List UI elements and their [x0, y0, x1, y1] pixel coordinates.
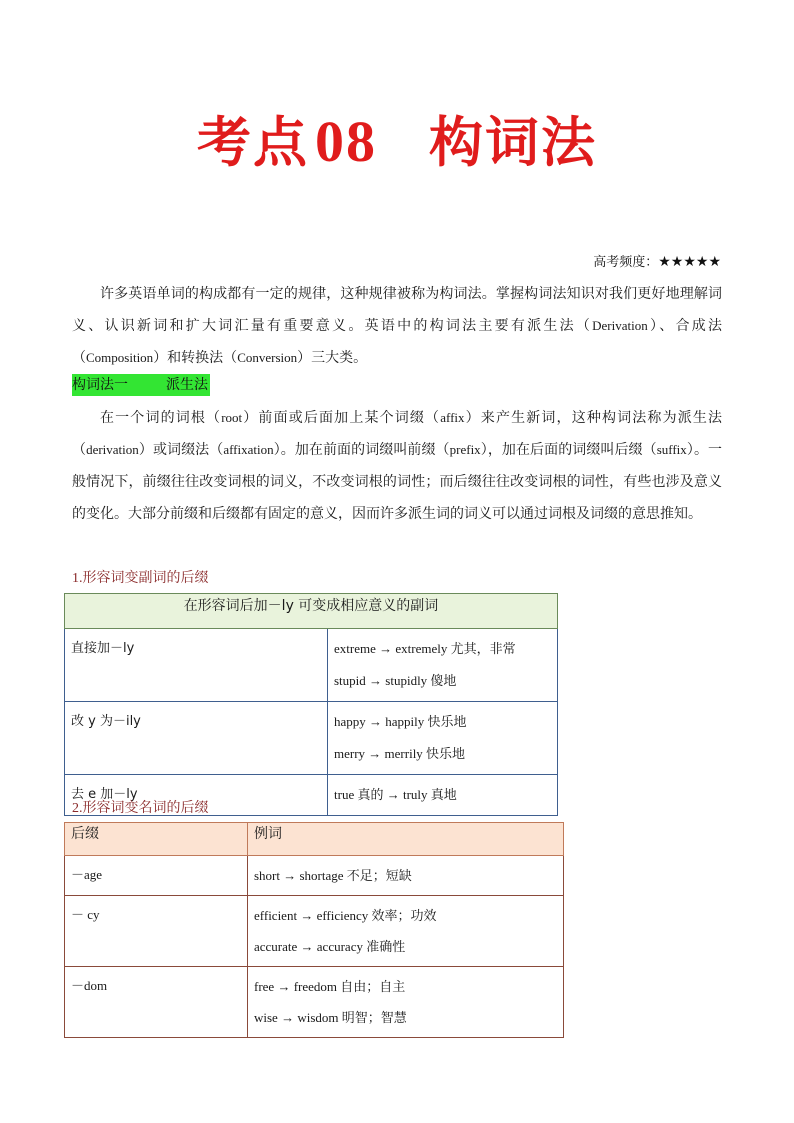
table-row: [65, 629, 558, 702]
frequency-rating: [593, 251, 721, 270]
star-rating-icon: ★★★★★: [658, 254, 721, 270]
table-row: [65, 967, 564, 1038]
title-name: 构词法: [429, 110, 597, 174]
table-row: [65, 856, 564, 896]
rule-cell: 改 y 为－ily: [65, 702, 328, 775]
table-row: [65, 702, 558, 775]
table1-header: 在形容词后加－ly 可变成相应意义的副词: [65, 594, 558, 629]
title-prefix: 考点: [197, 110, 309, 174]
intro-paragraph: 许多英语单词的构成都有一定的规律，这种规律被称为构词法。掌握构词法知识对我们更好地理解词义、认识新词和扩大词汇量有重要意义。英语中的构词法主要有派生法（Derivation）、合成法（Composition）和转换法（Conversion）三大类。: [72, 286, 723, 366]
example-cell: efficient → efficiency 效率；功效 accurate → accuracy 准确性: [248, 896, 564, 967]
example-cell: short → shortage 不足；短缺: [248, 856, 564, 896]
subheading-adj-to-noun: 2.形容词变名词的后缀: [72, 800, 209, 816]
example-cell: extreme → extremely 尤其，非常 stupid → stupidly 傻地: [328, 629, 558, 702]
subheading-adj-to-adv: 1.形容词变副词的后缀: [72, 570, 209, 586]
derivation-paragraph: 在一个词的词根（root）前面或后面加上某个词缀（affix）来产生新词，这种构词法称为派生法（derivation）或词缀法（affixation）。加在前面的词缀叫前缀（prefix），加在后面的词缀叫后缀（suffix）。一般情况下，前缀往往改变词根的词义，不改变词根的词性；而后缀往往改变词根的词性，有些也涉及意义的变化。大部分前缀和后缀都有固定的意义，因而许多派生词的词义可以通过词根及词缀的意思推知。: [72, 410, 723, 522]
suffix-cell: －dom: [65, 967, 248, 1038]
example-cell: free → freedom 自由；自主 wise → wisdom 明智；智慧: [248, 967, 564, 1038]
section-heading-derivation: 构词法一 派生法: [72, 374, 210, 396]
example-cell: happy → happily 快乐地 merry → merrily 快乐地: [328, 702, 558, 775]
table-adj-to-adv-suffix: [64, 593, 558, 816]
page-title: [0, 100, 794, 177]
rule-cell: 直接加－ly: [65, 629, 328, 702]
frequency-label: 高考频度：: [593, 255, 659, 270]
rule-cell: 去 e 加－ly: [65, 775, 328, 816]
table-adj-to-noun-suffix: [64, 822, 564, 1038]
title-number: 08: [315, 109, 377, 174]
table-row: [65, 896, 564, 967]
table2-header-example: 例词: [248, 823, 564, 856]
suffix-cell: －age: [65, 856, 248, 896]
table2-header-suffix: 后缀: [65, 823, 248, 856]
example-cell: true 真的 → truly 真地: [328, 775, 558, 816]
suffix-cell: － cy: [65, 896, 248, 967]
